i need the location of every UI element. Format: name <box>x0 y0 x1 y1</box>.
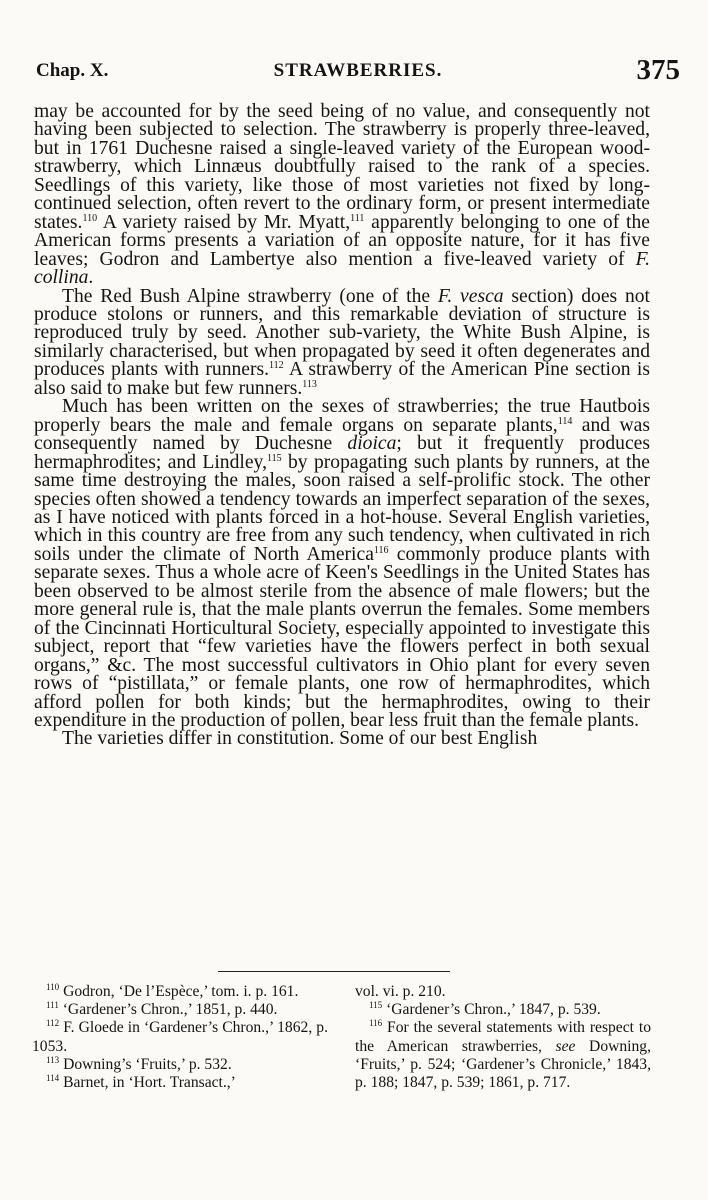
footnote-116 <box>355 1019 651 1092</box>
footnote-111 <box>32 1001 328 1019</box>
footnote-number: 116 <box>369 1018 383 1029</box>
body-text <box>34 103 650 749</box>
footnote-ref-115: 115 <box>266 452 282 464</box>
text-run: A variety raised by Mr. Myatt, <box>97 211 351 233</box>
italic-species-name: F. collina <box>34 248 650 289</box>
footnote-number: 111 <box>46 1000 59 1011</box>
footnote-ref-111: 111 <box>350 212 365 224</box>
footnote-ref-113: 113 <box>302 378 317 390</box>
paragraph-3 <box>34 398 650 730</box>
page-number: 375 <box>636 54 680 86</box>
footnote-114 <box>32 1074 328 1092</box>
chapter-label: Chap. X. <box>36 60 109 81</box>
running-head <box>36 52 680 88</box>
text-run: Much has been written on the sexes of strawberries; the true Hautbois properly bears the male and female organs on separate plants, <box>34 396 650 436</box>
footnote-ref-114: 114 <box>557 415 573 427</box>
footnote-number: 113 <box>46 1054 60 1065</box>
footnote-text: Barnet, in ‘Hort. Transact.,’ <box>59 1074 236 1092</box>
text-run: A strawberry of the American Pine section is also said to make but few runners. <box>34 359 650 399</box>
footnote-110 <box>32 983 328 1001</box>
running-title: STRAWBERRIES. <box>273 60 443 81</box>
paragraph-1 <box>34 103 650 288</box>
italic-species-name: F. vesca <box>437 285 504 307</box>
italic-see: see <box>555 1037 576 1055</box>
footnote-number: 110 <box>46 982 60 992</box>
paragraph-4 <box>34 730 650 748</box>
footnote-divider <box>218 971 450 972</box>
footnote-text: For the several statements with respect to the American strawberries, <box>355 1019 651 1055</box>
footnote-text: ‘Gardener’s Chron.,’ 1847, p. 539. <box>382 1001 601 1019</box>
footnote-text: vol. vi. p. 210. <box>355 983 446 1000</box>
text-run: may be accounted for by the seed being of no value, and consequently not having been subjected to selection. The strawberry is properly three-leaved, but in 1761 Duchesne raised a single-leaved variety of the European wood-strawberry, which Linnæus doubtfully raised to the rank of a species. Seedlings of this variety, like those of most varieties not fixed by long-continued selection, often revert to the ordinary form, or present intermediate states. <box>34 101 650 233</box>
text-run: section) does not produce stolons or runners, and this remarkable deviation of structure is reproduced truly by seed. Another sub-variety, the White Bush Alpine, is similarly characterised, but when propagated by seed it often degenerates and produces plants with runners. <box>34 285 650 381</box>
footnotes-left-column <box>32 983 328 1092</box>
footnote-text: Godron, ‘De l’Espèce,’ tom. i. p. 161. <box>59 983 299 1000</box>
text-run: apparently belonging to one of the American forms presents a variation of an opposite nature, for it has five leaves; Godron and Lambertye also mention a five-leaved variety of <box>34 211 650 270</box>
footnote-text: Downing, ‘Fruits,’ p. 524; ‘Gardener’s Chronicle,’ 1843, p. 188; 1847, p. 539; 1861, p. 717. <box>355 1037 651 1092</box>
footnote-112 <box>32 1019 328 1055</box>
footnote-number: 114 <box>46 1073 60 1084</box>
text-run: and was consequently named by Duchesne <box>34 414 650 455</box>
footnote-text: ‘Gardener’s Chron.,’ 1851, p. 440. <box>58 1001 278 1019</box>
text-run: commonly produce plants with separate sexes. Thus a whole acre of Keen's Seedlings in the United States has been observed to be almost sterile from the absence of male flowers; but the more general rule is, that the male plants overrun the females. Some members of the Cincinnati Horticultural Society, especially appointed to investigate this subject, report that “few varieties have the flowers perfect in both sexual organs,” &c. The most successful cultivators in Ohio plant for every seven rows of “pistillata,” or female plants, one row of hermaphrodites, which afford pollen for both kinds; but the hermaphrodites, owing to their expenditure in the production of pollen, bear less fruit than the female plants. <box>34 543 650 731</box>
footnote-number: 115 <box>369 1000 383 1011</box>
footnote-113 <box>32 1056 328 1074</box>
text-run: by propagating such plants by runners, at the same time destroying the males, soon raised a self-prolific stock. The other species often showed a tendency towards an imperfect separation of the sexes, as I have noticed with plants forced in a hot-house. Several English varieties, which in this country are free from any such tendency, when cultivated in rich soils under the climate of North America <box>34 451 650 565</box>
paragraph-2 <box>34 285 650 399</box>
text-run: ; but it frequently produces hermaphrodites; and Lindley, <box>34 433 650 473</box>
text-run: The Red Bush Alpine strawberry (one of the <box>62 285 438 307</box>
footnote-114-continued <box>355 983 651 1001</box>
footnotes-right-column <box>355 983 651 1092</box>
footnote-number: 112 <box>46 1018 60 1029</box>
text-run: The varieties differ in constitution. Some of our best English <box>62 728 538 750</box>
text-run: . <box>88 267 94 289</box>
footnote-ref-110: 110 <box>82 212 98 224</box>
footnote-115 <box>355 1001 651 1019</box>
footnote-ref-112: 112 <box>269 360 284 372</box>
footnote-ref-116: 116 <box>373 544 389 556</box>
footnote-text: F. Gloede in ‘Gardener’s Chron.,’ 1862, p. 1053. <box>32 1019 328 1055</box>
italic-species-name: dioica <box>347 433 397 455</box>
footnote-text: Downing’s ‘Fruits,’ p. 532. <box>59 1055 232 1073</box>
